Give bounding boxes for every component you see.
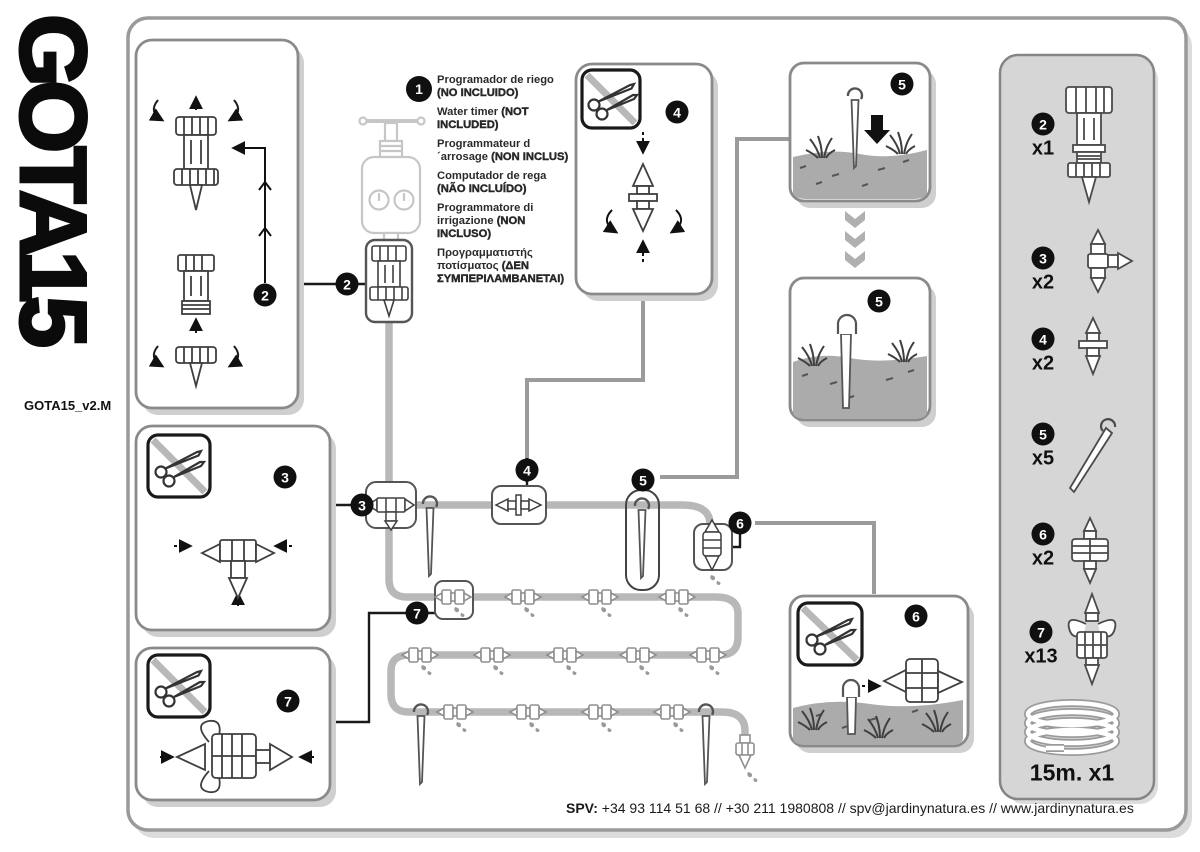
version-label: GOTA15_v2.M: [24, 398, 112, 413]
part-marker-3: 3: [351, 494, 374, 517]
sidebar-marker-2: 2: [1032, 113, 1055, 136]
part-marker-3: 3: [274, 466, 297, 489]
part-marker-6: 6: [729, 512, 752, 535]
part-marker-7: 7: [406, 602, 429, 625]
part-marker-7: 7: [277, 690, 300, 713]
brand-title: GOTA15: [1, 14, 106, 342]
sidebar-qty-5: x5: [1031, 447, 1055, 470]
part-marker-5: 5: [632, 469, 655, 492]
support-contact-line: [566, 800, 1134, 816]
legend-entry: Computador de rega (NÃO INCLUÍDO): [437, 170, 547, 195]
part-marker-6: 6: [905, 605, 928, 628]
part-marker-4: 4: [516, 459, 539, 482]
sidebar-qty-2: x1: [1031, 137, 1055, 160]
part-marker-2: 2: [336, 273, 359, 296]
sidebar-marker-6: 6: [1032, 523, 1055, 546]
part-marker-1: 1: [406, 76, 432, 102]
part-marker-5: 5: [868, 290, 891, 313]
legend-entry: Programador de riego (NO INCLUIDO): [437, 74, 554, 99]
tap-adapter-installed: [366, 240, 412, 322]
sidebar-qty-3: x2: [1031, 271, 1055, 294]
legend-entry: Programmateur d´arrosage (NON INCLUS): [437, 138, 569, 163]
spv-label: SPV:: [566, 800, 598, 816]
part-marker-4: 4: [666, 101, 689, 124]
chevron-down-icon: [845, 211, 865, 268]
legend-entry: Programmatore di irrigazione (NON INCLUSO): [437, 202, 534, 240]
sidebar-qty-7: x13: [1024, 645, 1058, 668]
legend-block: [437, 74, 573, 292]
sidebar-marker-5: 5: [1032, 423, 1055, 446]
spv-contacts: +34 93 114 51 68 // +30 211 1980808 // spv@jardinynatura.es // www.jardinynatura.es: [601, 800, 1134, 816]
part-marker-2: 2: [254, 284, 277, 307]
sidebar-marker-3: 3: [1032, 247, 1055, 270]
legend-entry: Water timer (NOT INCLUDED): [437, 106, 529, 131]
sidebar-marker-4: 4: [1032, 328, 1055, 351]
legend-entry: Προγραμματιστής ποτίσματος (ΔΕΝ ΣΥΜΠΕΡΙΛΑΜΒΑΝΕΤΑΙ): [437, 247, 565, 285]
part-marker-5: 5: [891, 73, 914, 96]
sidebar-marker-7: 7: [1030, 621, 1053, 644]
sidebar-qty-6: x2: [1031, 547, 1055, 570]
sidebar-qty-4: x2: [1031, 352, 1055, 375]
hose-length-label: 15m. x1: [1029, 759, 1115, 786]
